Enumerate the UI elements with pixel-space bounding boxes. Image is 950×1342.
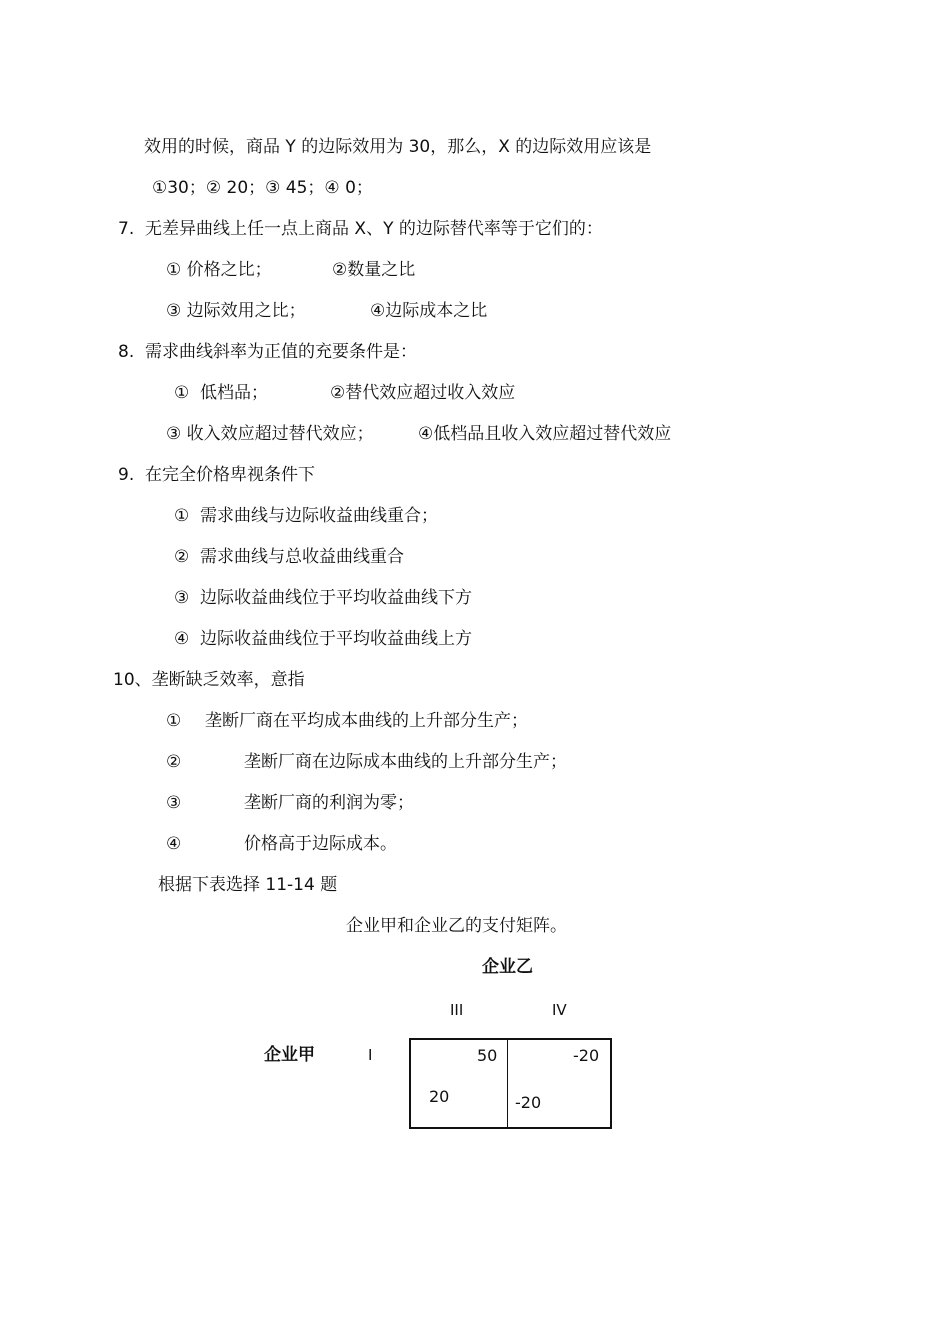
cell-1-bottom-value: 20 [429, 1087, 450, 1106]
q8-option-4: ④低档品且收入效应超过替代效应 [418, 424, 672, 444]
q8-option-1: ① 低档品； [174, 383, 269, 403]
cell-2-bottom-value: -20 [515, 1093, 542, 1112]
q9-option-4: ④ 边际收益曲线位于平均收益曲线上方 [174, 629, 473, 649]
q8-option-3: ③ 收入效应超过替代效应； [166, 424, 374, 444]
options-q6: ①30；② 20；③ 45；④ 0； [152, 178, 373, 198]
row-label-i: I [368, 1046, 373, 1064]
table-intro: 根据下表选择 11-14 题 [158, 875, 338, 895]
q7-option-2: ②数量之比 [332, 260, 416, 280]
q10-option-2: 垄断厂商在边际成本曲线的上升部分生产； [244, 752, 567, 772]
q9-option-3: ③ 边际收益曲线位于平均收益曲线下方 [174, 588, 473, 608]
q7-option-3: ③ 边际效用之比； [166, 301, 306, 321]
q8-option-2: ②替代效应超过收入效应 [330, 383, 516, 403]
question-8: 8. 需求曲线斜率为正值的充要条件是： [118, 342, 418, 362]
matrix-caption: 企业甲和企业乙的支付矩阵。 [346, 916, 567, 936]
q10-option-1-number: ① [166, 711, 182, 731]
matrix-divider [507, 1040, 508, 1127]
question-7: 7. 无差异曲线上任一点上商品 X、Y 的边际替代率等于它们的： [118, 219, 603, 239]
text-line-1: 效用的时候，商品 Y 的边际效用为 30，那么，X 的边际效用应该是 [144, 137, 652, 157]
q9-option-1: ① 需求曲线与边际收益曲线重合； [174, 506, 439, 526]
column-player-label: 企业乙 [482, 957, 533, 977]
question-10: 10、垄断缺乏效率，意指 [113, 670, 305, 690]
q10-option-2-number: ② [166, 752, 182, 772]
q10-option-4-number: ④ [166, 834, 182, 854]
q10-option-3-number: ③ [166, 793, 182, 813]
column-label-iii: III [450, 1001, 464, 1019]
q9-option-2: ② 需求曲线与总收益曲线重合 [174, 547, 405, 567]
q7-option-4: ④边际成本之比 [370, 301, 488, 321]
q10-option-1: 垄断厂商在平均成本曲线的上升部分生产； [205, 711, 528, 731]
column-label-iv: IV [552, 1001, 567, 1019]
q10-option-3: 垄断厂商的利润为零； [244, 793, 414, 813]
q7-option-1: ① 价格之比； [166, 260, 272, 280]
cell-1-top-value: 50 [477, 1046, 498, 1065]
row-player-label: 企业甲 [264, 1045, 315, 1065]
cell-2-top-value: -20 [573, 1046, 600, 1065]
payoff-matrix [409, 1038, 612, 1129]
question-9: 9. 在完全价格卑视条件下 [118, 465, 316, 485]
q10-option-4: 价格高于边际成本。 [244, 834, 397, 854]
